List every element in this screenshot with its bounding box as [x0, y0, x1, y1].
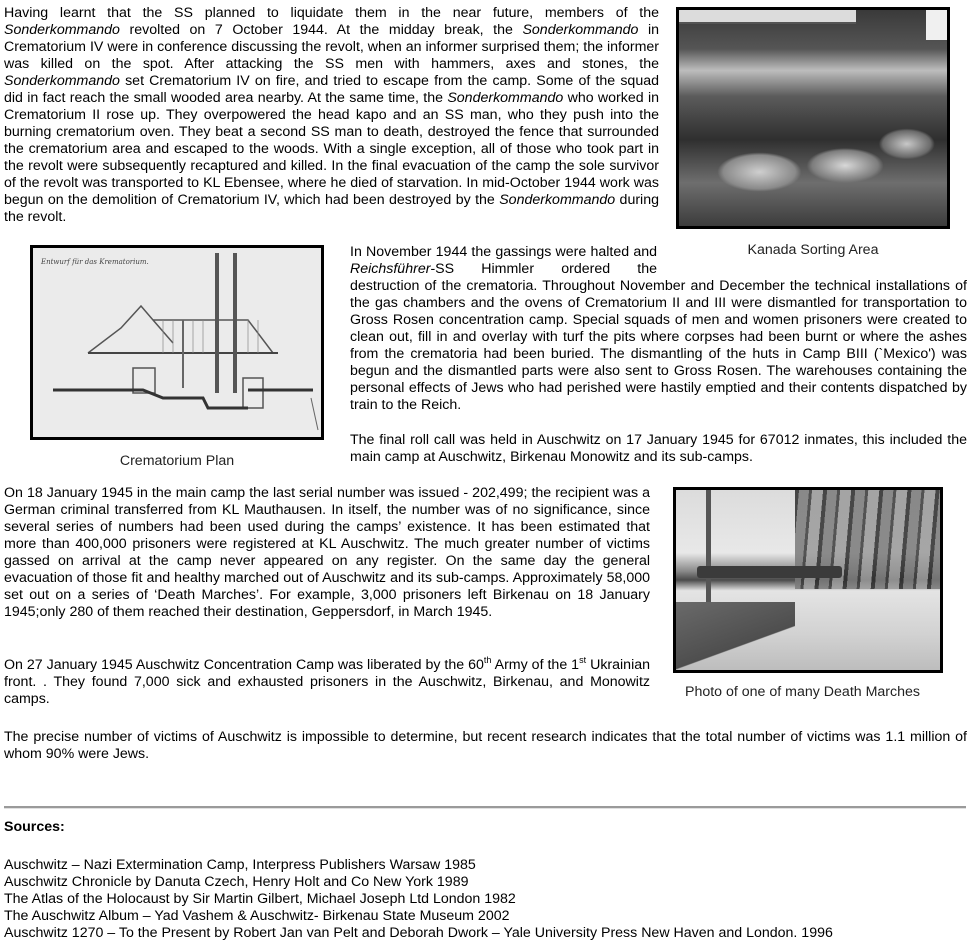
plan-inset-title: Entwurf für das Krematorium. [41, 258, 149, 266]
source-item: The Atlas of the Holocaust by Sir Martin Gilbert, Michael Joseph Ltd London 1982 [4, 891, 516, 907]
caption-float-spacer [657, 244, 967, 278]
paragraph-evacuation: On 18 January 1945 in the main camp the last serial number was issued - 202,499; the recipient was a German criminal transferred from KL Mauthausen. In itself, the number was of no significance, since several series of numbers had been used during the camps’ existence. It has been estimated that more than 400,000 prisoners were registered at KL Auschwitz. The much greater number of victims gassed on arrival at the camp never appeared on any register. On the same day the general evacuation of those fit and healthy marched out of Auschwitz and its sub-camps. Approximately 58,000 set out on a series of ‘Death Marches’. For example, 3,000 prisoners left Birkenau on 18 January 1945;only 280 of them reached their destination, Geppersdorf, in March 1945. [4, 485, 650, 620]
paragraph-victims: The precise number of victims of Auschwitz is impossible to determine, but recent research indicates that the total number of victims was 1.1 million of whom 90% were Jews. [4, 729, 967, 762]
photo-detail-roof [679, 10, 856, 24]
paragraph-dismantling [350, 244, 967, 414]
photo-detail-grass [676, 602, 795, 670]
paragraph-liberation [4, 657, 650, 708]
sources-heading: Sources: [4, 819, 65, 835]
kanada-caption: Kanada Sorting Area [747, 242, 879, 258]
sources-list [4, 857, 964, 942]
source-item: The Auschwitz Album – Yad Vashem & Auschwitz- Birkenau State Museum 2002 [4, 908, 510, 924]
ordinal-suffix: st [579, 655, 587, 665]
paragraph-sonderkommando-revolt: Having learnt that the SS planned to liquidate them in the near future, members of the Sonderkommando revolted on 7 October 1944. At the midday break, the Sonderkommando in Crematorium IV were in conference discussing the revolt, when an informer surprised them; the informer was killed on the spot. After attacking the SS men with hammers, axes and stones, the Sonderkommando set Crematorium IV on fire, and tried to escape from the camp. Some of the squad did in fact reach the small wooded area nearby. At the same time, the Sonderkommando who worked in Crematorium II rose up. They overpowered the head kapo and an SS man, who they push into the burning crematorium oven. They beat a second SS man to death, destroyed the fence that surrounded the crematorium area and escaped to the woods. With a single exception, all of those who took part in the revolt were subsequently recaptured and killed. In the final evacuation of the camp the sole survivor of the revolt was transported to KL Ebensee, where he died of starvation. In mid-October 1944 work was begun on the demolition of Crematorium IV, which had been destroyed by the Sonderkommando during the revolt. [4, 5, 659, 225]
death-march-photo [673, 487, 943, 673]
blueprint-icon [33, 248, 321, 437]
photo-detail-sky [926, 10, 947, 40]
source-item: Auschwitz 1270 – To the Present by Robert Jan van Pelt and Deborah Dwork – Yale University Press New Haven and London. 1996 [4, 925, 833, 941]
ordinal-suffix: th [483, 655, 492, 665]
crematorium-caption: Crematorium Plan [119, 453, 235, 469]
source-item: Auschwitz – Nazi Extermination Camp, Interpress Publishers Warsaw 1985 [4, 857, 476, 873]
liberation-text-1: On 27 January 1945 Auschwitz Concentration Camp was liberated by the 60 [4, 657, 484, 673]
liberation-text-2: Army of the 1 [491, 657, 580, 673]
photo-detail-marching-column [697, 566, 842, 578]
crematorium-plan-drawing [30, 245, 324, 440]
paragraph-dismantling-text: In November 1944 the gassings were halted and Reichsführer-SS Himmler ordered the destruction of the crematoria. Throughout November and December the technical installations of the gas chambers and the ovens of Crematorium II and III were dismantled for transportation to Gross Rosen concentration camp. Special squads of men and women prisoners were created to clean out, fill in and overlay with turf the pits where corpses had been burnt or where the ashes from the crematoria had been buried. The dismantling of the huts in Camp BIII (`Mexico') was begun and the dismantled parts were also sent to Gross Rosen. The warehouses containing the personal effects of Jews who had perished were hastily emptied and their contents dispatched by train to the Reich. [350, 244, 967, 413]
source-item: Auschwitz Chronicle by Danuta Czech, Henry Holt and Co New York 1989 [4, 874, 469, 890]
liberation-text-3: Ukrainian front. . They found 7,000 sick and exhausted prisoners in the Auschwitz, Birkenau, and Monowitz camps. [4, 657, 651, 707]
kanada-sorting-photo [676, 7, 950, 229]
sources-divider [4, 806, 966, 809]
death-march-caption: Photo of one of many Death Marches [684, 684, 920, 700]
paragraph-final-roll-call: The final roll call was held in Auschwitz on 17 January 1945 for 67012 inmates, this included the main camp at Auschwitz, Birkenau Monowitz and its sub-camps. [350, 432, 967, 465]
